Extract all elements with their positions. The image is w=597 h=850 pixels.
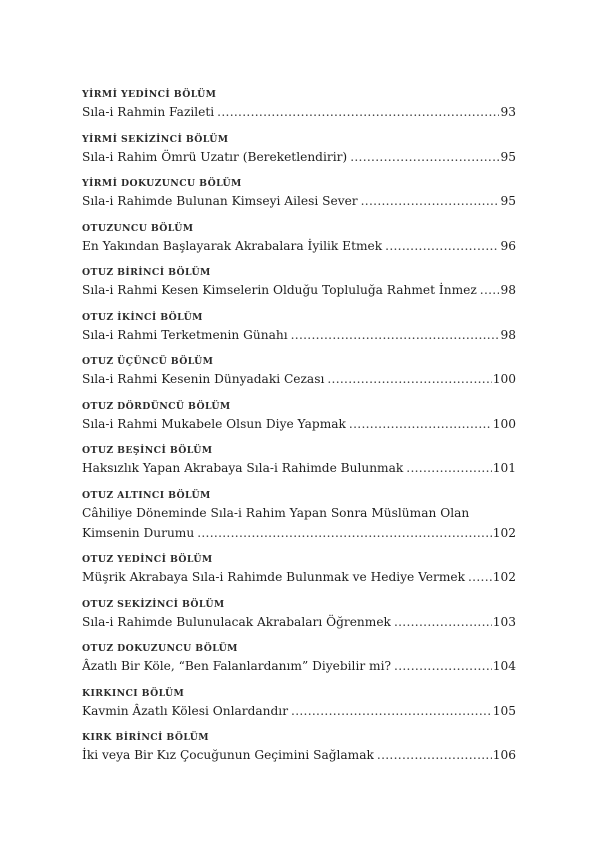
chapter-heading: OTUZUNCU BÖLÜM (82, 222, 194, 234)
page-number: 103 (492, 614, 516, 629)
chapter-title: Âzatlı Bir Köle, “Ben Falanlardanım” Diyebilir mi? (82, 659, 392, 673)
chapter-heading: KIRK BİRİNCİ BÖLÜM (82, 732, 209, 743)
page-number: 100 (492, 372, 516, 386)
page-number: 98 (500, 283, 516, 297)
chapter-title: Sıla-i Rahimde Bulunan Kimseyi Ailesi Sever (82, 194, 358, 208)
toc-entry (82, 687, 516, 721)
chapter-heading: OTUZ DOKUZUNCU BÖLÜM (82, 643, 238, 654)
toc-entry (82, 731, 516, 765)
chapter-title: Müşrik Akrabaya Sıla-i Rahimde Bulunmak ve Hediye Vermek (82, 570, 465, 584)
toc-line (82, 701, 516, 721)
toc-entry (82, 598, 516, 632)
toc-line (82, 280, 516, 300)
chapter-title: Sıla-i Rahimde Bulunulacak Akrabaları Öğrenmek (82, 614, 391, 629)
dot-leader (480, 280, 500, 300)
toc-line (82, 656, 516, 676)
toc-line-continued (82, 503, 516, 523)
toc-line (82, 191, 516, 211)
dot-leader (291, 325, 500, 345)
chapter-heading: OTUZ ALTINCI BÖLÜM (82, 489, 211, 501)
toc-entry (82, 266, 516, 300)
toc-line (82, 414, 516, 434)
page-number: 101 (492, 461, 516, 475)
chapter-heading: YİRMİ DOKUZUNCU BÖLÜM (82, 178, 242, 189)
chapter-title: En Yakından Başlayarak Akrabalara İyilik Etmek (82, 238, 383, 253)
toc-line (82, 147, 516, 167)
page-number: 104 (492, 659, 516, 673)
dot-leader (197, 523, 492, 543)
dot-leader (468, 567, 492, 587)
dot-leader (394, 612, 492, 632)
dot-leader (361, 191, 500, 211)
chapter-title: Kimsenin Durumu (82, 525, 195, 540)
toc-entry (82, 553, 516, 587)
toc-entry (82, 177, 516, 211)
dot-leader (350, 147, 499, 167)
page-number: 95 (500, 149, 516, 164)
toc-entry (82, 88, 516, 122)
toc-entry (82, 444, 516, 478)
chapter-heading: OTUZ BİRİNCİ BÖLÜM (82, 267, 211, 278)
dot-leader (377, 745, 492, 765)
chapter-title: Sıla-i Rahmi Kesenin Dünyadaki Cezası (82, 372, 325, 386)
chapter-title-line1: Câhiliye Döneminde Sıla-i Rahim Yapan Sonra Müslüman Olan (82, 505, 470, 520)
page-number: 105 (492, 703, 516, 718)
toc-line (82, 567, 516, 587)
page-number: 102 (492, 525, 516, 540)
toc-line (82, 369, 516, 389)
toc-entry (82, 355, 516, 389)
toc-entry (82, 133, 516, 167)
toc-entry (82, 311, 516, 345)
page-number: 96 (500, 238, 516, 253)
page-number: 95 (500, 194, 516, 208)
page-number: 106 (492, 748, 516, 762)
chapter-heading: KIRKINCI BÖLÜM (82, 687, 185, 699)
chapter-heading: YİRMİ YEDİNCİ BÖLÜM (82, 89, 217, 100)
page-number: 98 (500, 327, 516, 342)
toc-line (82, 102, 516, 122)
toc-entry (82, 222, 516, 256)
page-number: 93 (500, 105, 516, 119)
chapter-title: Haksızlık Yapan Akrabaya Sıla-i Rahimde Bulunmak (82, 461, 404, 475)
chapter-heading: OTUZ İKİNCİ BÖLÜM (82, 311, 203, 323)
chapter-heading: OTUZ ÜÇÜNCÜ BÖLÜM (82, 356, 214, 367)
toc-line (82, 612, 516, 632)
dot-leader (349, 414, 492, 434)
dot-leader (327, 369, 491, 389)
chapter-title: Sıla-i Rahmi Mukabele Olsun Diye Yapmak (82, 416, 346, 431)
toc-line (82, 325, 516, 345)
toc-line (82, 745, 516, 765)
dot-leader (406, 458, 491, 478)
chapter-title: İki veya Bir Kız Çocuğunun Geçimini Sağlamak (82, 748, 374, 762)
chapter-title: Sıla-i Rahim Ömrü Uzatır (Bereketlendirir) (82, 149, 348, 164)
chapter-title: Sıla-i Rahmi Terketmenin Günahı (82, 327, 288, 342)
toc-entry (82, 400, 516, 434)
toc-line (82, 458, 516, 478)
table-of-contents (82, 88, 516, 776)
dot-leader (394, 656, 492, 676)
page-number: 100 (492, 416, 516, 431)
toc-entry (82, 642, 516, 676)
toc-line (82, 236, 516, 256)
chapter-heading: OTUZ DÖRDÜNCÜ BÖLÜM (82, 400, 231, 412)
chapter-heading: YİRMİ SEKİZİNCİ BÖLÜM (82, 133, 229, 145)
chapter-title: Kavmin Âzatlı Kölesi Onlardandır (82, 703, 289, 718)
toc-line (82, 523, 516, 543)
chapter-title: Sıla-i Rahmin Fazileti (82, 105, 215, 119)
dot-leader (217, 102, 499, 122)
dot-leader (291, 701, 492, 721)
chapter-title: Sıla-i Rahmi Kesen Kimselerin Olduğu Topluluğa Rahmet İnmez (82, 283, 477, 297)
dot-leader (385, 236, 499, 256)
chapter-heading: OTUZ BEŞİNCİ BÖLÜM (82, 445, 213, 456)
toc-entry (82, 489, 516, 543)
chapter-heading: OTUZ YEDİNCİ BÖLÜM (82, 554, 213, 565)
chapter-heading: OTUZ SEKİZİNCİ BÖLÜM (82, 598, 225, 610)
page-number: 102 (492, 570, 516, 584)
